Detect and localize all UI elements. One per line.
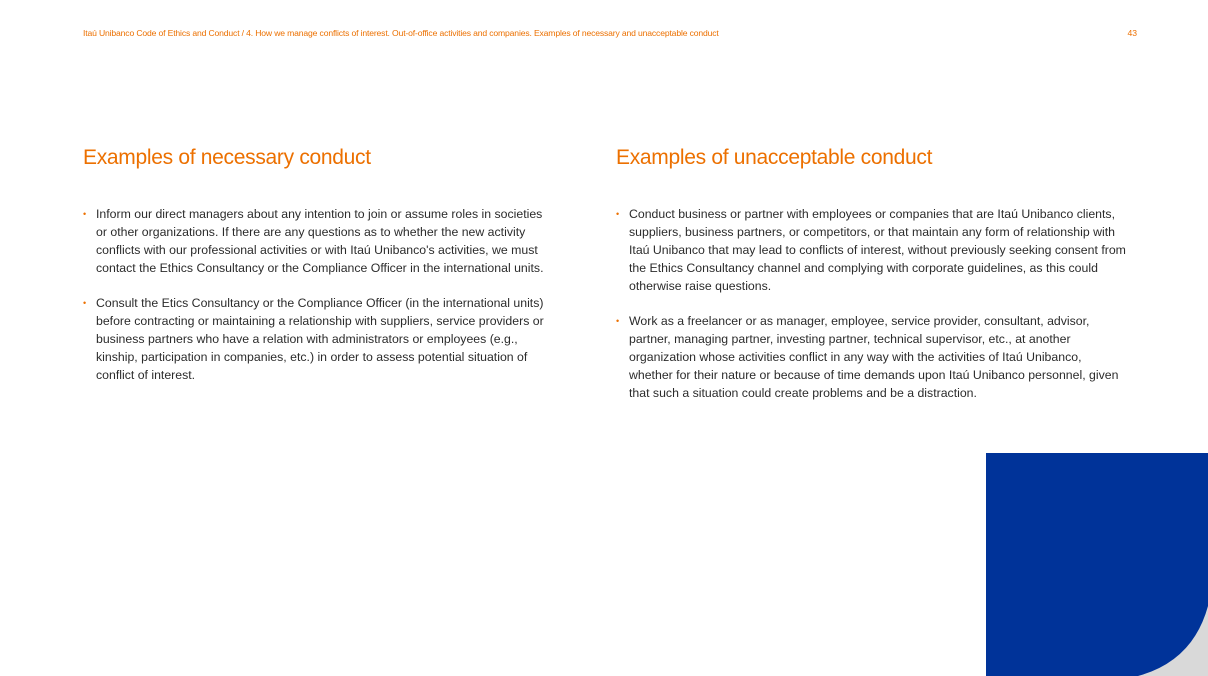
list-item-text: Consult the Etics Consultancy or the Compliance Officer (in the international units) before contracting or maintaining a relationship with suppliers, service providers or business partners who have a relation with administrators or employees (e.g., kinship, participation in companies, etc.) in order to assess potential situation of conflict of interest. — [96, 296, 544, 382]
list-item — [83, 205, 553, 277]
bullet-icon: • — [616, 316, 620, 326]
bullet-icon: • — [83, 209, 87, 219]
unacceptable-conduct-section — [616, 144, 1128, 400]
corner-curve — [1138, 606, 1208, 676]
necessary-conduct-section — [83, 144, 553, 382]
running-header-breadcrumb: Itaú Unibanco Code of Ethics and Conduct / 4. How we manage conflicts of interest. Out-of-office activities and companies. Examples of necessary and unacceptable conduct — [83, 28, 719, 38]
unacceptable-conduct-list — [616, 205, 1128, 419]
unacceptable-conduct-title: Examples of unacceptable conduct — [616, 146, 933, 169]
bullet-icon: • — [616, 209, 620, 219]
list-item-text: Conduct business or partner with employees or companies that are Itaú Unibanco clients, suppliers, business partners, or competitors, or that maintain any form of relationship with Itaú Unibanco that may lead to conflicts of interest, without previously seeking consent from the Ethics Consultancy channel and complying with corporate guidelines, as this could otherwise raise questions. — [629, 207, 1126, 293]
bullet-icon: • — [83, 298, 87, 308]
list-item-text: Inform our direct managers about any intention to join or assume roles in societies or other organizations. If there are any questions as to whether the new activity conflicts with our professional activities or with Itaú Unibanco's activities, we must contact the Ethics Consultancy or the Compliance Officer in the international units. — [96, 207, 544, 275]
page-number: 43 — [1127, 28, 1137, 38]
decorative-corner-shape — [1138, 606, 1208, 676]
list-item — [616, 312, 1128, 402]
list-item — [616, 205, 1128, 295]
necessary-conduct-list — [83, 205, 553, 401]
necessary-conduct-title: Examples of necessary conduct — [83, 146, 371, 169]
list-item-text: Work as a freelancer or as manager, employee, service provider, consultant, advisor, partner, managing partner, investing partner, technical supervisor, etc., at another organization whose activities conflict in any way with the activities of Itaú Unibanco, whether for their nature or because of time demands upon Itaú Unibanco personnel, given that such a situation could create problems and be a distraction. — [629, 314, 1119, 400]
list-item — [83, 294, 553, 384]
